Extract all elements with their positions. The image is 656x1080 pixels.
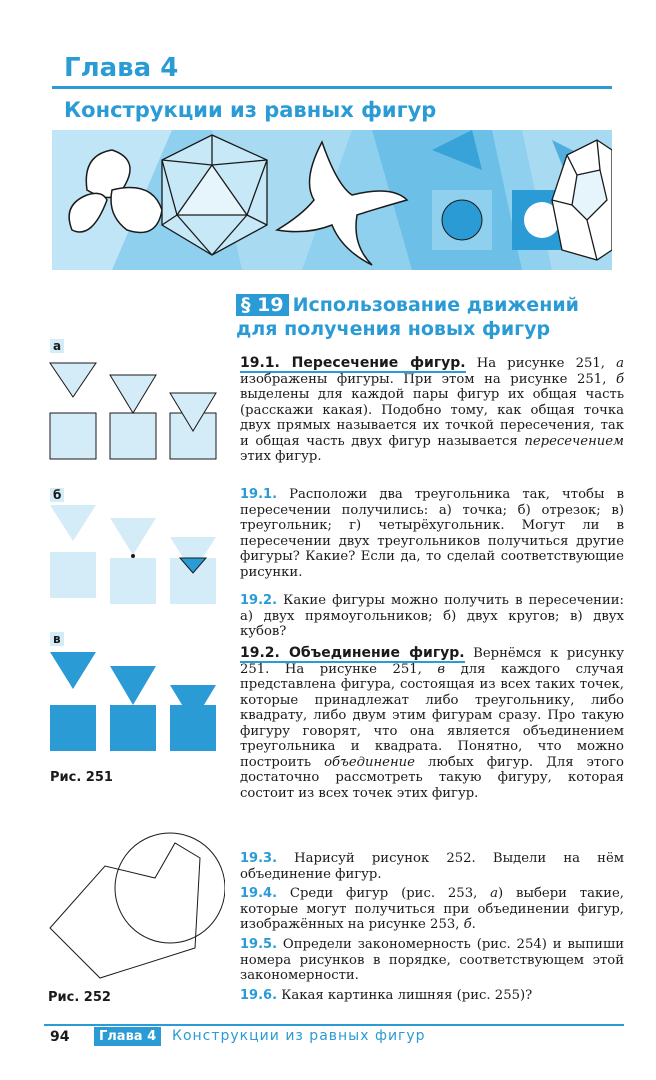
figure-251 (45, 355, 225, 765)
exercise-19-2 (240, 593, 624, 640)
fig252-caption: Рис. 252 (48, 990, 111, 1005)
fig251-label-a: а (50, 339, 64, 353)
exercise-text: Среди фигур (рис. 253, (277, 886, 491, 901)
exercise-19-4 (240, 886, 624, 933)
paragraph-19-1 (240, 356, 624, 465)
chapter-title: Конструкции из равных фигур (64, 98, 437, 122)
paragraph-italic: объединение (324, 754, 415, 770)
exercise-text: Нарисуй рисунок 252. Выдели на нём объединение фигур. (240, 851, 624, 882)
chapter-label: Глава 4 (64, 53, 179, 83)
paragraph-text: выделены для каждой пары фигур их общая часть (расскажи какая). Подобно тому, как общая точка двух прямых называется их точкой пересечения, так и общая часть двух фигур называется (240, 387, 624, 449)
fig251-row-v (50, 652, 216, 751)
fig251-label-v: в (50, 632, 64, 646)
exercise-text: Определи закономерность (рис. 254) и выпиши номера рисунков в порядке, соответствующем этой закономерности. (240, 937, 624, 983)
subsection-heading-19-1: 19.1. Пересечение фигур. (240, 355, 466, 371)
exercise-19-5 (240, 937, 624, 984)
chapter-header (52, 52, 612, 127)
exercise-italic: а (490, 886, 499, 901)
exercise-text: ) выбери такие, которые могут получиться при объединении фигур, изображённых на рисунке 253, (240, 886, 624, 932)
paragraph-italic: пересечением (524, 433, 624, 449)
section-title: Использование движений для получения новых фигур (236, 294, 579, 340)
circle-blue-shape (442, 200, 482, 240)
paragraph-text: На рисунке 251, (465, 356, 617, 371)
fig251-caption: Рис. 251 (50, 770, 113, 785)
section-heading (236, 293, 626, 341)
figure-252 (45, 828, 225, 983)
exercise-text: Расположи два треугольника так, чтобы в пересечении получились: а) точка; б) отрезок; в) треугольник; г) четырёхугольник. Могут ли в пересечении двух треугольников получиться другие фигуры? Какие? Если да, то сделай соответствующие рисунки. (240, 487, 624, 580)
fig251-row-a (50, 363, 216, 459)
exercise-19-1 (240, 487, 624, 580)
subsection-heading-19-2: 19.2. Объединение фигур. (240, 645, 465, 661)
exercise-number: 19.3. (240, 851, 278, 866)
footer-rule (44, 1024, 624, 1026)
paragraph-text: любых фигур. Для этого достаточно рассмотреть такую фигуру, которая состоит из всех точек этих фигур. (240, 754, 624, 801)
chapter-rule (52, 86, 612, 89)
footer-chapter-title: Конструкции из равных фигур (172, 1028, 426, 1044)
exercise-number: 19.6. (240, 988, 278, 1003)
paragraph-19-2 (240, 646, 624, 801)
fig251-row-b (50, 505, 216, 604)
exercise-19-6 (240, 988, 624, 1004)
footer-chapter-label: Глава 4 (94, 1027, 161, 1046)
exercise-number: 19.5. (240, 937, 278, 952)
paragraph-text: Вернёмся к рисунку 251. На рисунке 251, (240, 646, 625, 677)
paragraph-text: этих фигур. (240, 449, 322, 464)
paragraph-italic: в (437, 661, 446, 677)
exercise-italic: б (463, 917, 472, 932)
page-footer (44, 1024, 624, 1048)
exercise-number: 19.1. (240, 487, 278, 502)
page-number: 94 (50, 1029, 70, 1045)
exercise-text: Какая картинка лишняя (рис. 255)? (277, 988, 533, 1003)
paragraph-text: для каждого случая представлена фигура, состоящая из всех таких точек, которые принадлежат либо треугольнику, либо квадрату, либо двум этим фигурам сразу. Про такую фигуру говорят, что она является объединением треугольника и квадрата. Понятно, что можно построить (240, 661, 624, 770)
paragraph-italic: б (615, 371, 624, 387)
exercise-19-3 (240, 851, 624, 882)
exercise-text: . (471, 917, 476, 932)
exercise-number: 19.4. (240, 886, 278, 901)
exercise-text: Какие фигуры можно получить в пересечении: а) двух прямоугольников; б) двух кругов; в) двух кубов? (240, 593, 624, 639)
paragraph-text: изображены фигуры. При этом на рисунке 251, (240, 371, 616, 387)
chapter-banner-illustration (52, 130, 612, 270)
exercise-number: 19.2. (240, 593, 278, 608)
paragraph-italic: а (616, 356, 624, 371)
fig251-label-b: б (50, 488, 64, 502)
section-number: § 19 (236, 294, 289, 316)
